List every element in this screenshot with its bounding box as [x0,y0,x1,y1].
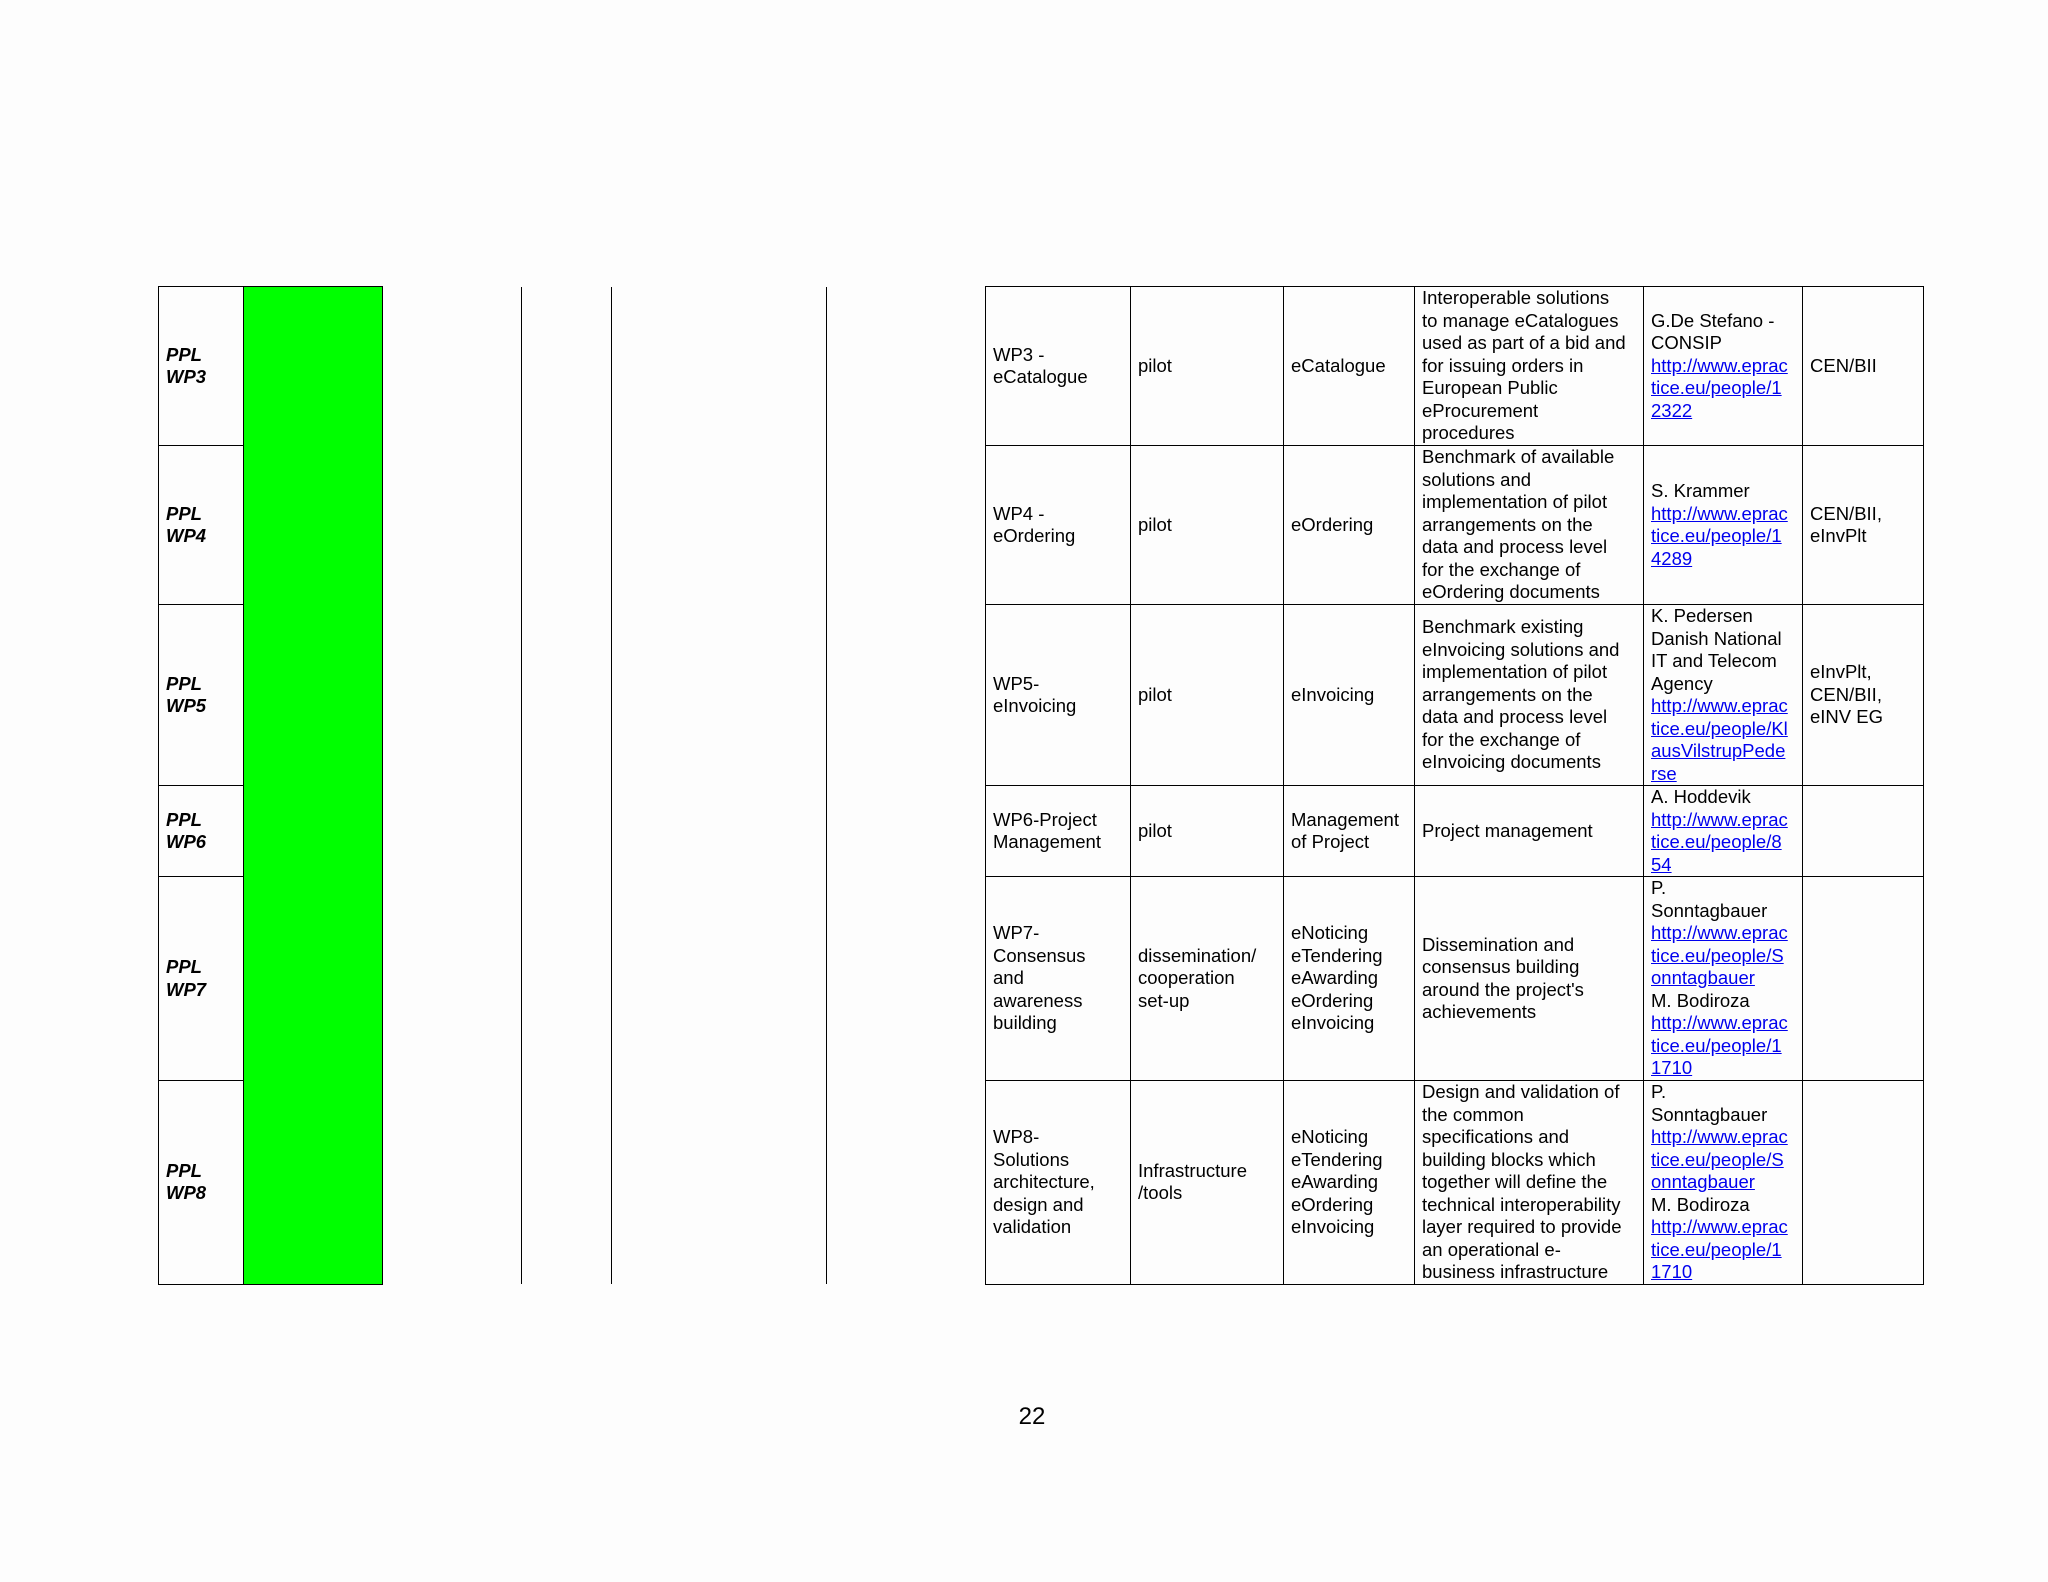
cell-text-line: eAwarding [1291,967,1379,989]
contact-link-line[interactable]: 2322 [1651,399,1693,421]
cell-text-line: Management [1291,808,1399,830]
contact-cell [1644,605,1803,786]
contact-link-line[interactable]: http://www.eprac [1651,1216,1788,1237]
cell-text-line: M. Bodiroza [1651,1193,1750,1215]
cell-text-line: WP4 - [993,502,1045,524]
cell-text-line: WP5 [166,695,207,716]
cell-text-line: Consensus [993,944,1086,966]
cell-text-line: design and [993,1193,1084,1215]
contact-link-line[interactable]: http://www.eprac [1651,922,1788,944]
cell-text-line: S. Krammer [1651,480,1750,501]
cell-text-line: M. Bodiroza [1651,989,1750,1011]
cell-text-line: eNoticing [1291,922,1369,944]
package-code-cell [159,605,244,786]
cell-text-line: Management [993,831,1101,852]
area-cell [1284,786,1415,877]
contact-link-line[interactable]: http://www.eprac [1651,502,1788,524]
cell-text-line: Sonntagbauer [1651,899,1768,921]
empty-cell [383,287,522,1285]
contact-link-line[interactable]: http://www.eprac [1651,1012,1788,1034]
standards-cell [1803,605,1924,786]
cell-text-line: WP5- [993,672,1040,694]
empty-cell [827,287,986,1285]
cell-text-line: CONSIP [1651,332,1722,354]
cell-text-line: K. Pedersen [1651,605,1753,626]
work-package-cell [986,786,1131,877]
cell-text-line: achievements [1422,1001,1537,1022]
cell-text-line: eTendering [1291,1148,1383,1170]
cell-text-line: used as part of a bid and [1422,332,1626,354]
description-cell [1415,1081,1644,1285]
area-cell [1284,287,1415,446]
contact-cell [1644,287,1803,446]
standards-cell [1803,786,1924,877]
cell-text-line: PPL [166,502,202,524]
cell-text-line: Danish National [1651,627,1782,649]
area-cell [1284,446,1415,605]
cell-text-line: technical interoperability [1422,1193,1621,1215]
table-row [159,287,1924,446]
cell-text-line: eCatalogue [993,366,1088,387]
contact-cell [1644,1081,1803,1285]
cell-text-line: for the exchange of [1422,728,1581,750]
cell-text-line: dissemination/ [1138,944,1257,966]
contact-link-line[interactable]: tice.eu/people/1 [1651,1034,1782,1056]
cell-text-line: eInvoicing [1291,1012,1375,1034]
contact-link-line[interactable]: tice.eu/people/1 [1651,525,1782,546]
cell-text-line: PPL [166,343,202,365]
cell-text-line: IT and Telecom [1651,650,1777,671]
cell-text-line: eInvoicing solutions and [1422,638,1620,660]
cell-text-line: around the project's [1422,978,1584,1000]
cell-text-line: eInvoicing [1291,1216,1375,1237]
type-cell [1131,786,1284,877]
contact-link-line[interactable]: 54 [1651,853,1672,875]
standards-cell [1803,877,1924,1081]
cell-text-line: eINV EG [1810,706,1883,728]
cell-text-line: European Public [1422,377,1558,399]
table-body [159,287,1924,1285]
work-package-cell [986,287,1131,446]
cell-text-line: A. Hoddevik [1651,786,1751,807]
package-code-cell [159,287,244,446]
type-cell [1131,605,1284,786]
cell-text-line: WP3 [166,366,207,387]
cell-text-line: Benchmark of available [1422,446,1615,468]
cell-text-line: pilot [1138,513,1172,535]
cell-text-line: PPL [166,956,202,977]
cell-text-line: pilot [1138,354,1172,376]
cell-text-line: for issuing orders in [1422,354,1584,376]
cell-text-line: eTendering [1291,944,1383,966]
cell-text-line: building [993,1012,1057,1034]
type-cell [1131,287,1284,446]
contact-cell [1644,786,1803,877]
status-highlight-cell [244,287,383,1285]
cell-text-line: eOrdering [993,525,1076,546]
cell-text-line: WP6-Project [993,808,1097,830]
area-cell [1284,1081,1415,1285]
cell-text-line: architecture, [993,1171,1095,1192]
cell-text-line: eInvoicing [1291,683,1375,705]
cell-text-line: eOrdering [1291,1193,1374,1215]
contact-link-line[interactable]: tice.eu/people/1 [1651,377,1782,399]
cell-text-line: to manage eCatalogues [1422,309,1619,331]
cell-text-line: of Project [1291,831,1370,852]
cell-text-line: P. [1651,1081,1667,1102]
cell-text-line: Infrastructure [1138,1159,1247,1181]
contact-cell [1644,446,1803,605]
cell-text-line: eCatalogue [1291,354,1386,376]
contact-link-line[interactable]: tice.eu/people/1 [1651,1238,1782,1260]
cell-text-line: Design and validation of [1422,1081,1620,1102]
cell-text-line: pilot [1138,683,1172,705]
cell-text-line: implementation of pilot [1422,661,1608,683]
cell-text-line: cooperation [1138,967,1235,989]
area-cell [1284,877,1415,1081]
cell-text-line: and [993,967,1024,989]
cell-text-line: WP7 [166,978,207,1000]
cell-text-line: for the exchange of [1422,558,1581,580]
cell-text-line: WP8 [166,1182,207,1204]
description-cell [1415,877,1644,1081]
work-package-table [158,286,1924,1285]
contact-link-line[interactable]: ausVilstrupPede [1651,740,1786,761]
empty-cell [522,287,612,1285]
contact-link-line[interactable]: rse [1651,762,1677,784]
work-package-cell [986,446,1131,605]
cell-text-line: arrangements on the [1422,683,1593,705]
cell-text-line: eInvPlt [1810,525,1867,546]
cell-text-line: business infrastructure [1422,1261,1609,1282]
empty-cell [612,287,827,1285]
type-cell [1131,877,1284,1081]
contact-link-line[interactable]: http://www.eprac [1651,1126,1788,1147]
cell-text-line: Project management [1422,819,1593,841]
cell-text-line: Solutions [993,1148,1070,1170]
description-cell [1415,786,1644,877]
contact-link-line[interactable]: 1710 [1651,1261,1693,1282]
cell-text-line: PPL [166,808,202,830]
description-cell [1415,446,1644,605]
cell-text-line: /tools [1138,1182,1183,1204]
package-code-cell [159,1081,244,1285]
package-code-cell [159,446,244,605]
cell-text-line: CEN/BII, [1810,683,1882,705]
cell-text-line: implementation of pilot [1422,491,1608,513]
cell-text-line: Dissemination and [1422,933,1575,955]
cell-text-line: PPL [166,672,202,694]
contact-link-line[interactable]: tice.eu/people/8 [1651,831,1782,852]
cell-text-line: eAwarding [1291,1171,1379,1192]
cell-text-line: consensus building [1422,956,1580,977]
cell-text-line: eNoticing [1291,1126,1369,1147]
work-package-cell [986,1081,1131,1285]
cell-text-line: awareness [993,989,1083,1011]
cell-text-line: procedures [1422,422,1515,444]
type-cell [1131,446,1284,605]
cell-text-line: layer required to provide [1422,1216,1622,1237]
contact-link-line[interactable]: onntagbauer [1651,1171,1755,1192]
cell-text-line: eOrdering [1291,513,1374,535]
contact-link-line[interactable]: http://www.eprac [1651,695,1788,716]
cell-text-line: data and process level [1422,706,1608,728]
cell-text-line: eOrdering documents [1422,581,1600,603]
contact-link-line[interactable]: onntagbauer [1651,967,1755,989]
package-code-cell [159,786,244,877]
cell-text-line: Benchmark existing [1422,616,1584,638]
work-package-cell [986,605,1131,786]
cell-text-line: WP8- [993,1126,1040,1147]
cell-text-line: eOrdering [1291,989,1374,1011]
cell-text-line: PPL [166,1159,202,1181]
description-cell [1415,605,1644,786]
contact-link-line[interactable]: tice.eu/people/S [1651,1148,1784,1170]
contact-link-line[interactable]: 1710 [1651,1057,1693,1079]
cell-text-line: Agency [1651,672,1713,694]
standards-cell [1803,1081,1924,1285]
contact-link-line[interactable]: 4289 [1651,547,1693,569]
type-cell [1131,1081,1284,1285]
contact-cell [1644,877,1803,1081]
cell-text-line: set-up [1138,989,1190,1011]
cell-text-line: CEN/BII, [1810,502,1882,524]
contact-link-line[interactable]: http://www.eprac [1651,354,1788,376]
cell-text-line: eInvPlt, [1810,661,1872,683]
cell-text-line: P. [1651,877,1667,899]
cell-text-line: together will define the [1422,1171,1608,1192]
cell-text-line: WP6 [166,831,207,852]
work-package-cell [986,877,1131,1081]
cell-text-line: WP7- [993,922,1040,944]
cell-text-line: G.De Stefano - [1651,309,1775,331]
contact-link-line[interactable]: tice.eu/people/S [1651,944,1784,966]
cell-text-line: CEN/BII [1810,354,1877,376]
cell-text-line: pilot [1138,819,1172,841]
cell-text-line: solutions and [1422,468,1532,490]
contact-link-line[interactable]: http://www.eprac [1651,808,1788,830]
cell-text-line: specifications and [1422,1126,1570,1147]
contact-link-line[interactable]: tice.eu/people/Kl [1651,717,1788,739]
cell-text-line: an operational e- [1422,1238,1561,1260]
cell-text-line: validation [993,1216,1072,1237]
cell-text-line: eInvoicing [993,695,1077,716]
cell-text-line: Sonntagbauer [1651,1103,1768,1125]
cell-text-line: WP3 - [993,343,1045,365]
cell-text-line: arrangements on the [1422,513,1593,535]
cell-text-line: building blocks which [1422,1148,1596,1170]
standards-cell [1803,287,1924,446]
page-number: 22 [1018,1403,1046,1430]
standards-cell [1803,446,1924,605]
description-cell [1415,287,1644,446]
area-cell [1284,605,1415,786]
cell-text-line: Interoperable solutions [1422,287,1610,309]
package-code-cell [159,877,244,1081]
cell-text-line: data and process level [1422,536,1608,558]
cell-text-line: eProcurement [1422,399,1539,421]
cell-text-line: the common [1422,1103,1524,1125]
cell-text-line: WP4 [166,525,207,546]
cell-text-line: eInvoicing documents [1422,751,1601,773]
